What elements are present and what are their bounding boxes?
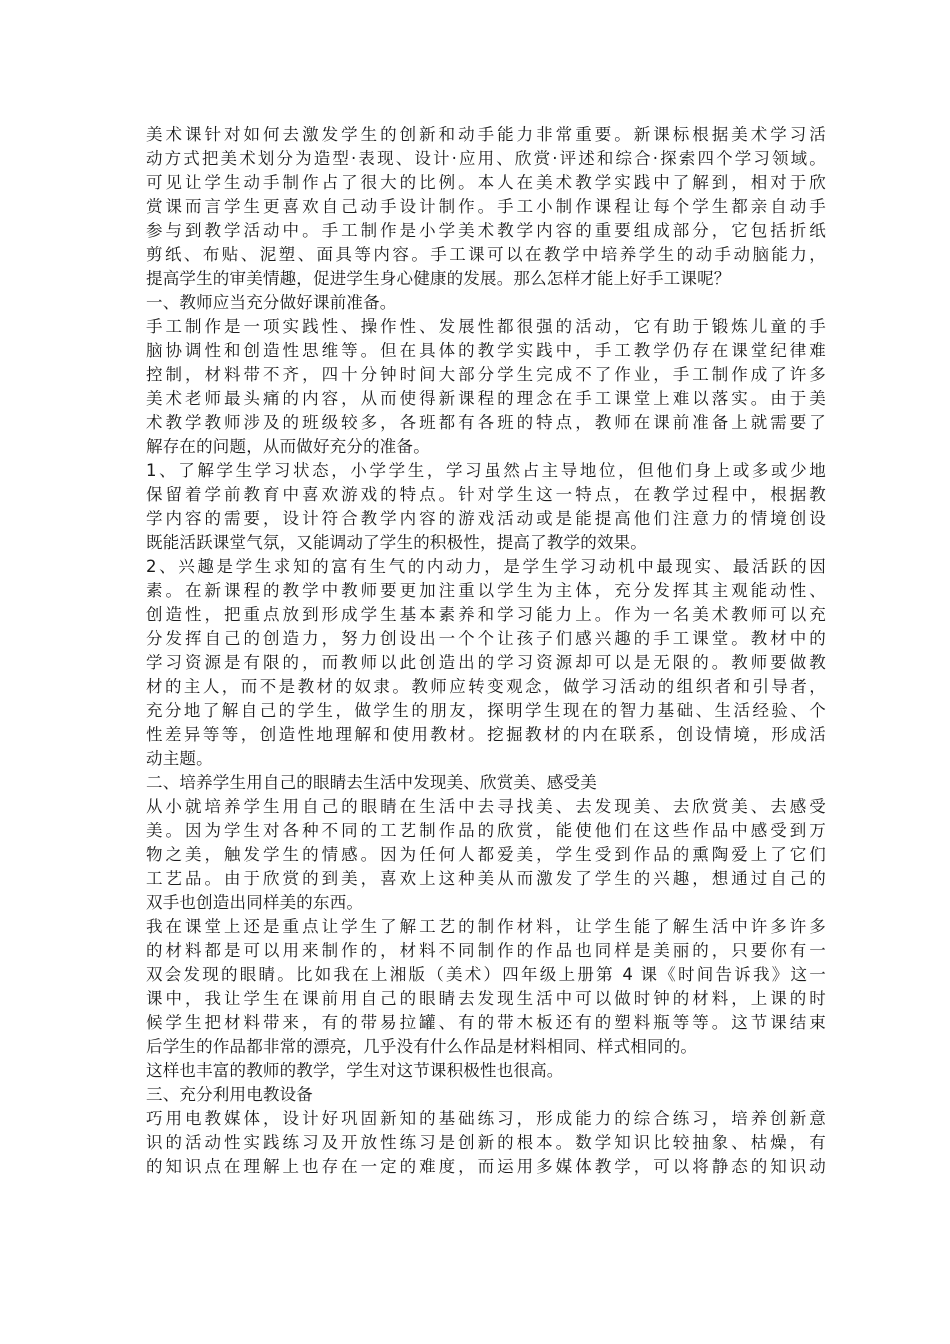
text-line: 动主题。 [146, 749, 213, 768]
text-line: 提高学生的审美情趣，促进学生身心健康的发展。那么怎样才能上好手工课呢？ [146, 269, 731, 288]
text-line: 性差异等等，创造性地理解和使用教材。挖掘教材的内在联系，创设情境，形成活 [146, 725, 826, 744]
text-line: 2、兴趣是学生求知的富有生气的内动力，是学生学习动机中最现实、最活跃的因 [146, 557, 826, 576]
text-line: 我在课堂上还是重点让学生了解工艺的制作材料，让学生能了解生活中许多许多 [146, 917, 826, 936]
text-line: 保留着学前教育中喜欢游戏的特点。针对学生这一特点，在教学过程中，根据教 [146, 485, 826, 504]
text-line: 的材料都是可以用来制作的，材料不同制作的作品也同样是美丽的，只要你有一 [146, 941, 826, 960]
text-line: 美术老师最头痛的内容，从而使得新课程的理念在手工课堂上难以落实。由于美 [146, 389, 826, 408]
text-line: 可见让学生动手制作占了很大的比例。本人在美术教学实践中了解到，相对于欣 [146, 173, 826, 192]
text-line: 剪纸、布贴、泥塑、面具等内容。手工课可以在教学中培养学生的动手动脑能力， [146, 245, 826, 264]
text-line: 美。因为学生对各种不同的工艺制作品的欣赏，能使他们在这些作品中感受到万 [146, 821, 826, 840]
text-line: 从小就培养学生用自己的眼睛在生活中去寻找美、去发现美、去欣赏美、去感受 [146, 797, 826, 816]
text-line: 的知识点在理解上也存在一定的难度，而运用多媒体教学，可以将静态的知识动 [146, 1157, 826, 1176]
text-line: 解存在的问题，从而做好充分的准备。 [146, 437, 430, 456]
text-line: 分发挥自己的创造力，努力创设出一个个让孩子们感兴趣的手工课堂。教材中的 [146, 629, 826, 648]
text-line: 后学生的作品都非常的漂亮，几乎没有什么作品是材料相同、样式相同的。 [146, 1037, 698, 1056]
text-line: 既能活跃课堂气氛，又能调动了学生的积极性，提高了教学的效果。 [146, 533, 647, 552]
text-line: 一、教师应当充分做好课前准备。 [146, 293, 397, 312]
text-line: 赏课而言学生更喜欢自己动手设计制作。手工小制作课程让每个学生都亲自动手 [146, 197, 826, 216]
text-line: 美术课针对如何去激发学生的创新和动手能力非常重要。新课标根据美术学习活 [146, 125, 826, 144]
text-line: 充分地了解自己的学生，做学生的朋友，探明学生现在的智力基础、生活经验、个 [146, 701, 826, 720]
text-line: 1、了解学生学习状态，小学学生，学习虽然占主导地位，但他们身上或多或少地 [146, 461, 826, 480]
text-line: 双手也创造出同样美的东西。 [146, 893, 364, 912]
text-line: 巧用电教媒体，设计好巩固新知的基础练习，形成能力的综合练习，培养创新意 [146, 1109, 826, 1128]
text-line: 创造性，把重点放到形成学生基本素养和学习能力上。作为一名美术教师可以充 [146, 605, 826, 624]
text-line: 材的主人，而不是教材的奴隶。教师应转变观念，做学习活动的组织者和引导者， [146, 677, 826, 696]
text-line: 物之美，触发学生的情感。因为任何人都爱美，学生受到作品的熏陶爱上了它们 [146, 845, 826, 864]
text-line: 候学生把材料带来，有的带易拉罐、有的带木板还有的塑料瓶等等。这节课结束 [146, 1013, 826, 1032]
text-line: 学习资源是有限的，而教师以此创造出的学习资源却可以是无限的。教师要做教 [146, 653, 826, 672]
text-line: 素。在新课程的教学中教师要更加注重以学生为主体，充分发挥其主观能动性、 [146, 581, 826, 600]
text-line: 控制，材料带不齐，四十分钟时间大部分学生完成不了作业，手工制作成了许多 [146, 365, 826, 384]
text-line: 参与到教学活动中。手工制作是小学美术教学内容的重要组成部分，它包括折纸 [146, 221, 826, 240]
text-line: 学内容的需要，设计符合教学内容的游戏活动或是能提高他们注意力的情境创设 [146, 509, 826, 528]
document-body [146, 123, 826, 1179]
text-line: 术教学教师涉及的班级较多，各班都有各班的特点，教师在课前准备上就需要了 [146, 413, 826, 432]
text-line: 识的活动性实践练习及开放性练习是创新的根本。数学知识比较抽象、枯燥，有 [146, 1133, 826, 1152]
text-line: 这样也丰富的教师的教学，学生对这节课积极性也很高。 [146, 1061, 564, 1080]
text-line: 课中，我让学生在课前用自己的眼睛去发现生活中可以做时钟的材料，上课的时 [146, 989, 826, 1008]
text-line: 双会发现的眼睛。比如我在上湘版（美术）四年级上册第 4 课《时间告诉我》这一 [146, 965, 826, 984]
text-line: 三、充分利用电教设备 [146, 1085, 313, 1104]
text-line: 脑协调性和创造性思维等。但在具体的教学实践中，手工教学仍存在课堂纪律难 [146, 341, 826, 360]
text-line: 二、培养学生用自己的眼睛去生活中发现美、欣赏美、感受美 [146, 773, 597, 792]
text-line: 工艺品。由于欣赏的到美，喜欢上这种美从而激发了学生的兴趣，想通过自己的 [146, 869, 826, 888]
text-line: 手工制作是一项实践性、操作性、发展性都很强的活动，它有助于锻炼儿童的手 [146, 317, 826, 336]
text-line: 动方式把美术划分为造型·表现、设计·应用、欣赏·评述和综合·探索四个学习领域。 [146, 149, 826, 168]
